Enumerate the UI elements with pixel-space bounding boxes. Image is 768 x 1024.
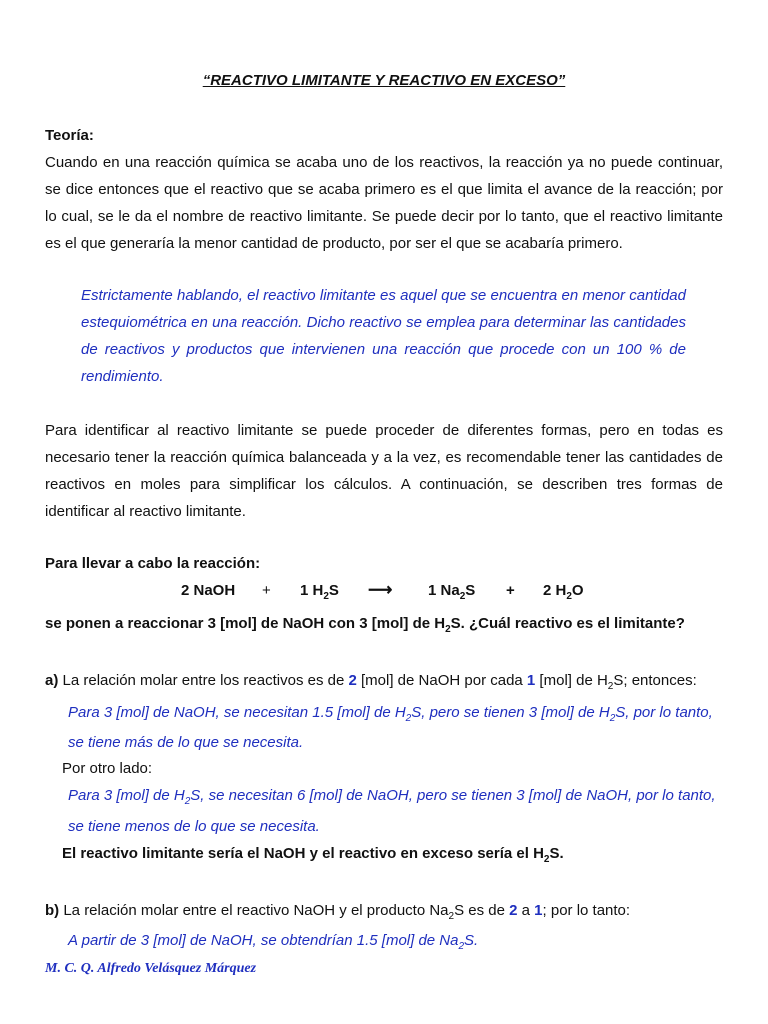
author-footer: M. C. Q. Alfredo Velásquez Márquez bbox=[45, 961, 257, 976]
part-b-line-1: A partir de 3 [mol] de NaOH, se obtendrían 1.5 [mol] de $Na_2S$. bbox=[68, 932, 479, 952]
equation-plus: + bbox=[506, 582, 515, 599]
definition-quote: Estrictamente hablando, el reactivo limitante es aquel que se encuentra en menor cantidad estequiométrica en una reacción. Dicho reactivo se emplea para determinar las cantidades de reactivos y productos que intervienen una reacción que procede con un 100 % de rendimiento. bbox=[81, 287, 686, 385]
page-title: “REACTIVO LIMITANTE Y REACTIVO EN EXCESO” bbox=[202, 72, 566, 89]
part-a-line-1: Para 3 [mol] de NaOH, se necesitan 1.5 [mol] de $H_2S$, pero se tienen 3 [mol] de $H_2S$, por lo tanto, bbox=[68, 704, 713, 724]
theory-heading: Teoría: bbox=[45, 127, 94, 144]
equation-term-h2s: 1 $H_2S$ bbox=[300, 582, 339, 602]
reaction-heading: Para llevar a cabo la reacción: bbox=[45, 555, 261, 572]
identify-paragraph: Para identificar al reactivo limitante se puede proceder de diferentes formas, pero en todas es necesario tener la reacción química balanceada y a la vez, es recomendable tener las cantidades de reactivos en moles para simplificar los cálculos. A continuación, se describen tres formas de identificar al reactivo limitante. bbox=[45, 422, 723, 520]
equation-term-na2s: 1 $Na_2S$ bbox=[428, 582, 476, 602]
part-a-intro: a) La relación molar entre los reactivos es de 2 [mol] de NaOH por cada 1 [mol] de $H_2S$; entonces: bbox=[45, 672, 697, 692]
part-a-line-3: Para 3 [mol] de $H_2S$, se necesitan 6 [mol] de NaOH, pero se tienen 3 [mol] de NaOH, por lo tanto, bbox=[68, 787, 716, 807]
chemical-equation bbox=[0, 582, 768, 602]
part-a-other: Por otro lado: bbox=[62, 760, 153, 777]
equation-term-h2o: 2 $H_2O$ bbox=[543, 582, 584, 602]
part-b-intro: b) La relación molar entre el reactivo NaOH y el producto $Na_2S$ es de 2 a 1; por lo tanto: bbox=[45, 902, 631, 922]
equation-term-naoh: 2 NaOH bbox=[181, 582, 236, 599]
equation-plus: + bbox=[262, 582, 271, 599]
reaction-arrow-icon: ⟶ bbox=[368, 580, 393, 599]
part-a-line-4: se tiene menos de lo que se necesita. bbox=[68, 818, 320, 835]
theory-paragraph: Cuando en una reacción química se acaba uno de los reactivos, la reacción ya no puede continuar, se dice entonces que el reactivo que se acaba primero es el que limita el avance de la reacción; por lo cual, se le da el nombre de reactivo limitante. Se puede decir por lo tanto, que el reactivo limitante es el que generaría la menor cantidad de producto, por ser el que se acabaría primero. bbox=[45, 154, 723, 252]
part-a-line-2: se tiene más de lo que se necesita. bbox=[68, 734, 304, 751]
reaction-question: se ponen a reaccionar 3 [mol] de NaOH con 3 [mol] de $H_2S$. ¿Cuál reactivo es el limitante? bbox=[45, 615, 685, 635]
part-a-conclusion: El reactivo limitante sería el NaOH y el reactivo en exceso sería el $H_2S$. bbox=[62, 845, 564, 865]
